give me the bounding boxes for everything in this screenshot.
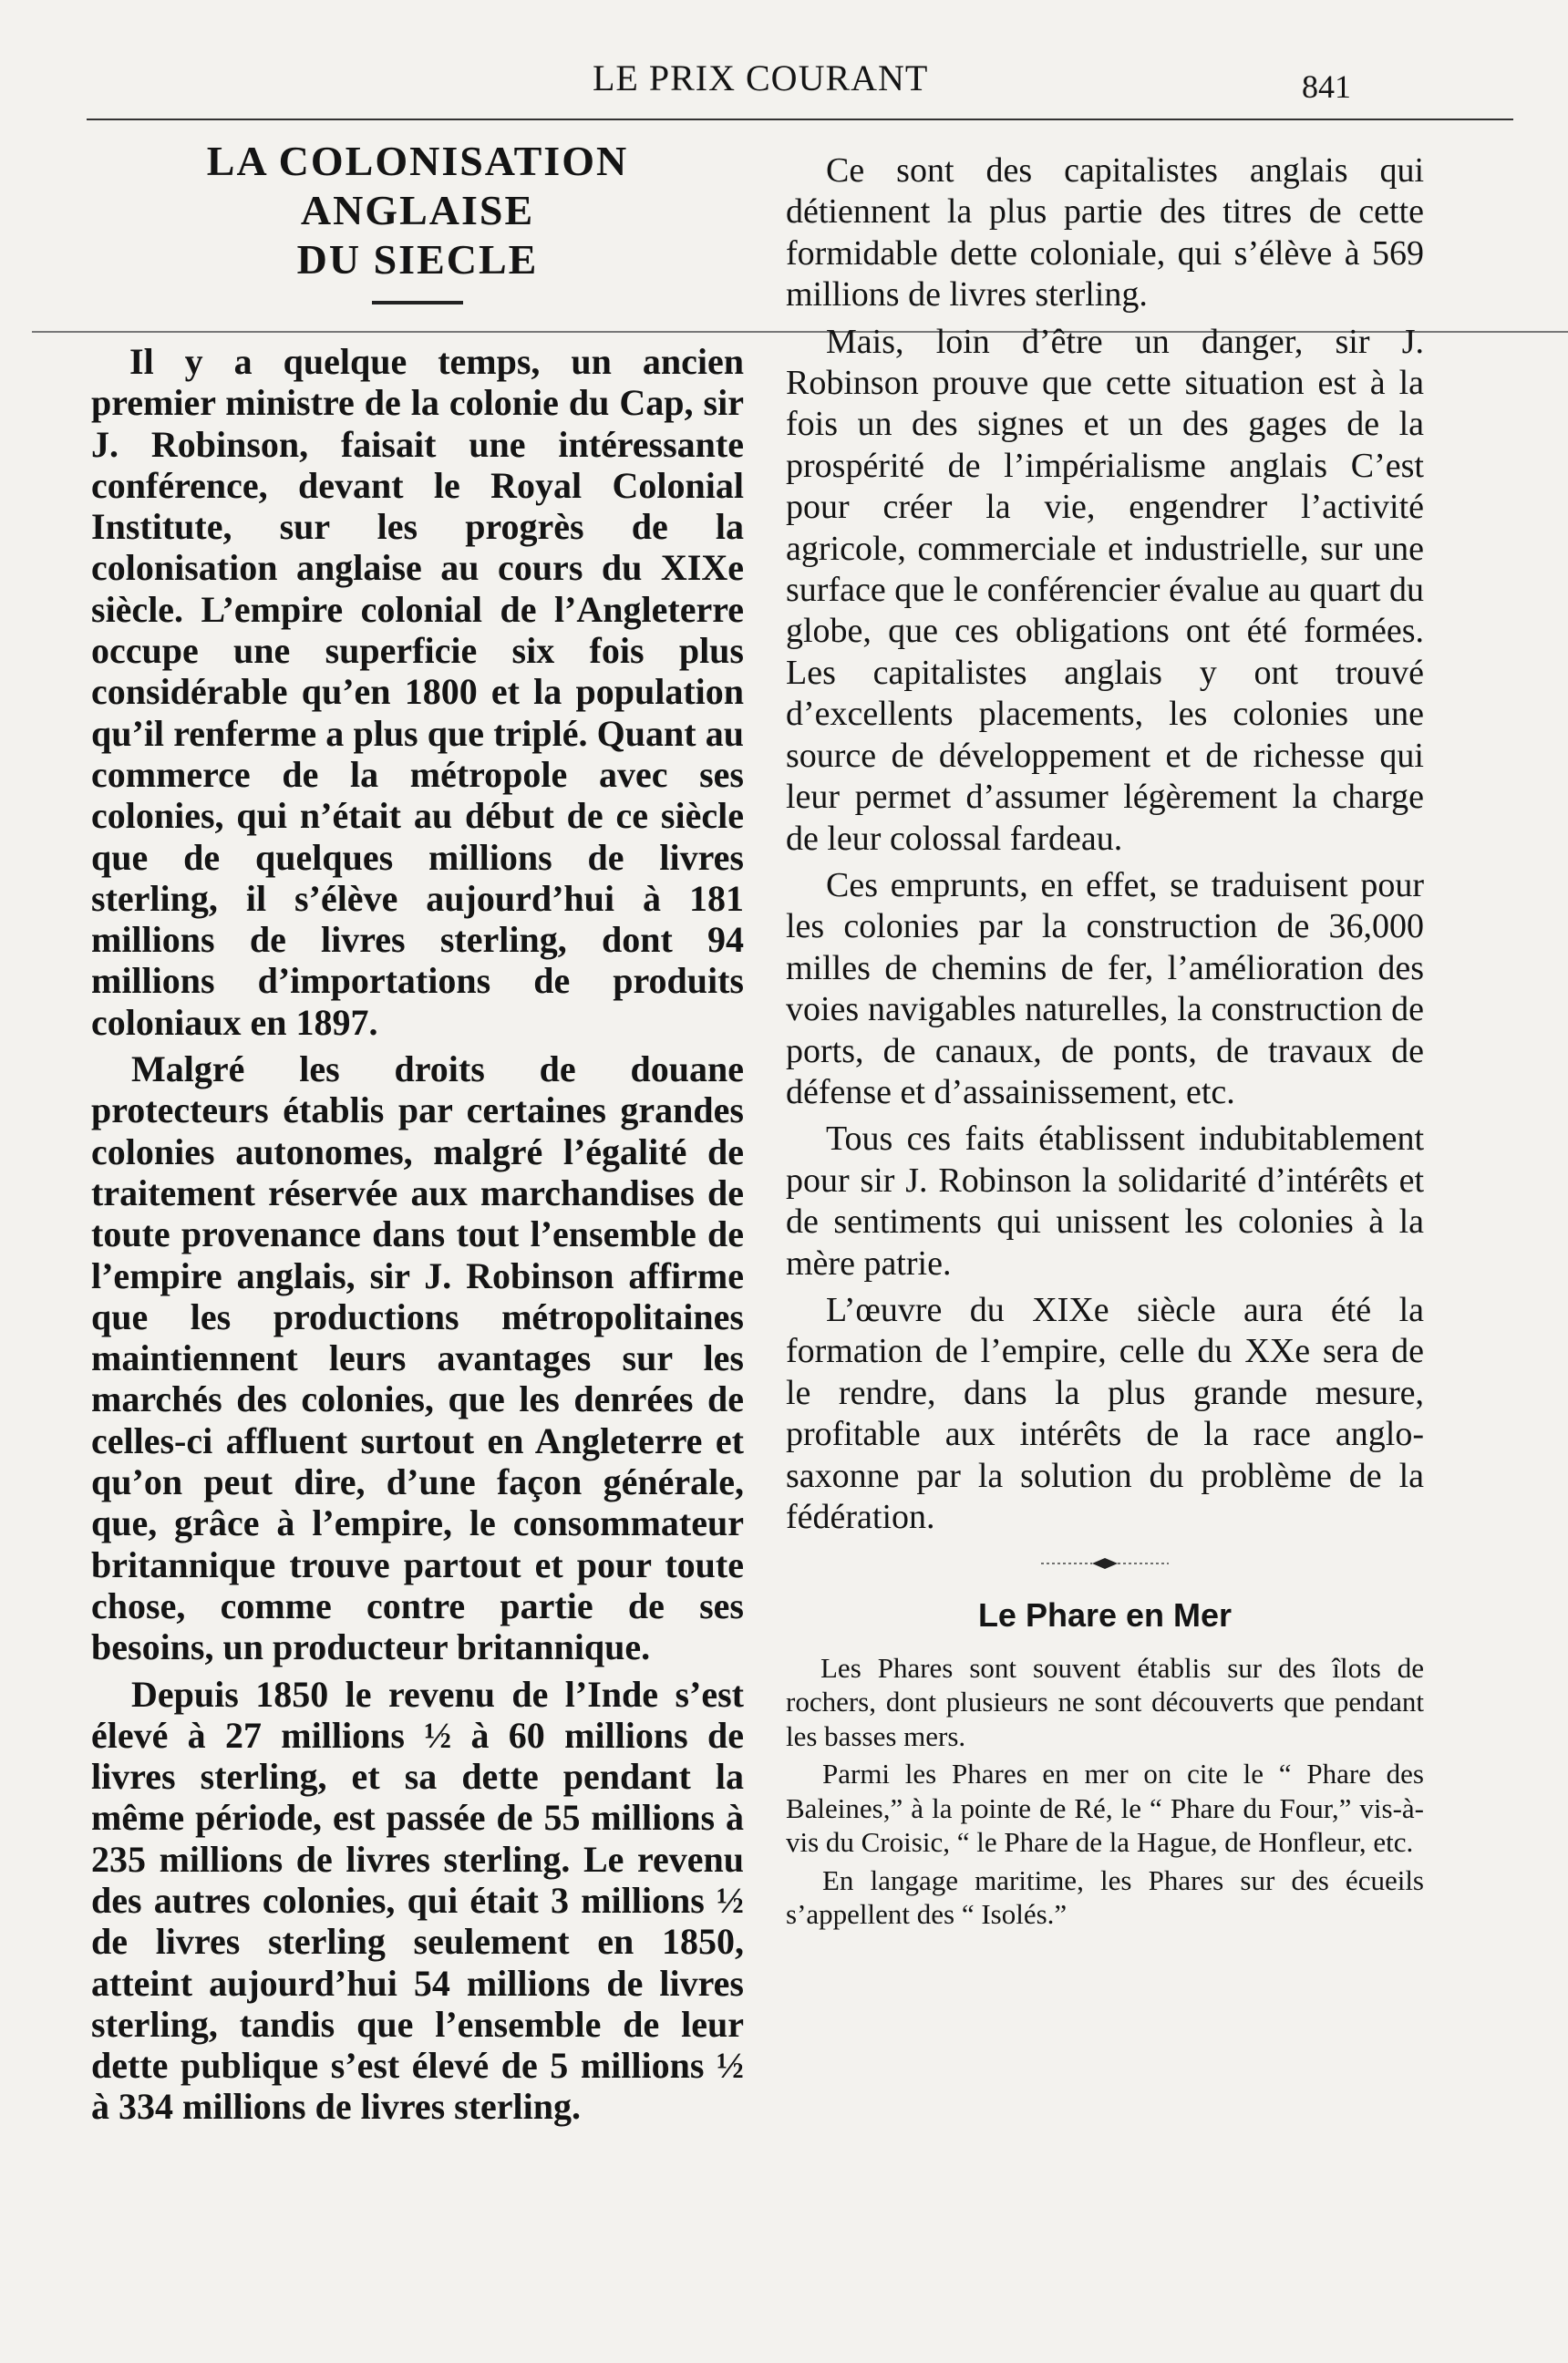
ornament-icon — [1041, 1554, 1169, 1573]
section-ornament — [1041, 1551, 1169, 1578]
article-title-line-1: LA COLONISATION ANGLAISE — [206, 138, 629, 233]
right-column — [786, 150, 1424, 1935]
article-paragraph-8: L’œuvre du XIXe siècle aura été la formation de l’empire, celle du XXe sera de le rendre, dans la plus grande mesure, profitable aux intérêts de la race anglo-saxonne par la solution du problème de la fédération. — [786, 1290, 1424, 1536]
header-rule — [87, 119, 1513, 120]
article-paragraph-4: Ce sont des capitalistes anglais qui détiennent la plus partie des titres de cette formidable dette coloniale, qui s’élève à 569 millions de livres sterling. — [786, 151, 1424, 315]
article-paragraph-3: Depuis 1850 le revenu de l’Inde s’est élevé à 27 millions ½ à 60 millions de livres sterling, et sa dette pendant la même période, est passée de 55 millions à 235 millions de livres sterling. Le revenu des autres colonies, qui était 3 millions ½ de livres sterling seulement en 1850, atteint aujourd’hui 54 millions de livres sterling, tandis que l’ensemble de leur dette publique s’est élevé de 5 millions ½ à 334 millions de livres sterling. — [91, 1673, 744, 2128]
phare-paragraph-2: Parmi les Phares en mer on cite le “ Phare des Baleines,” à la pointe de Ré, le “ Phare du Four,” vis-à-vis du Croisic, “ le Phare de la Hague, de Honfleur, etc. — [786, 1758, 1424, 1859]
running-header — [0, 57, 1568, 105]
phare-paragraph-3: En langage maritime, les Phares sur des écueils s’appellent des “ Isolés.” — [786, 1863, 1424, 1931]
page-number: 841 — [1302, 68, 1351, 105]
publication-title: LE PRIX COURANT — [593, 57, 929, 98]
article-paragraph-6: Ces emprunts, en effet, se traduisent pour les colonies par la construction de 36,000 milles de chemins de fer, l’amélioration des voies navigables naturelles, la construction de ports, de canaux, de ponts, de travaux de défense et d’assainissement, etc. — [786, 865, 1424, 1111]
article-title — [91, 137, 744, 284]
phare-paragraph-1: Les Phares sont souvent établis sur des îlots de rochers, dont plusieurs ne sont découverts que pendant les basses mers. — [786, 1651, 1424, 1752]
title-divider — [372, 301, 463, 304]
left-column — [91, 137, 744, 2133]
phare-section-title: Le Phare en Mer — [977, 1596, 1233, 1635]
article-paragraph-7: Tous ces faits établissent indubitablement pour sir J. Robinson la solidarité d’intérêts et de sentiments qui unissent les colonies à la mère patrie. — [786, 1120, 1424, 1283]
article-paragraph-2: Malgré les droits de douane protecteurs établis par certaines grandes colonies autonomes, malgré l’égalité de traitement réservée aux marchandises de toute provenance dans tout l’ensemble de l’empire anglais, sir J. Robinson affirme que les productions métropolitaines maintiennent leurs avantages sur les marchés des colonies, que les denrées de celles-ci affluent surtout en Angleterre et qu’on peut dire, d’une façon générale, que, grâce à l’empire, le consommateur britannique trouve partout et pour toute chose, comme contre partie de ses besoins, un producteur britannique. — [91, 1048, 744, 1668]
article-paragraph-1: Il y a quelque temps, un ancien premier ministre de la colonie du Cap, sir J. Robinson, faisait une intéressante conférence, devant le Royal Colonial Institute, sur les progrès de la colonisation anglaise au cours du XIXe siècle. L’empire colonial de l’Angleterre occupe une superficie six fois plus considérable qu’en 1800 et la population qu’il renferme a plus que triplé. Quant au commerce de la métropole avec ses colonies, qui n’était au début de ce siècle que de quelques millions de livres sterling, il s’élève aujourd’hui à 181 millions de livres sterling, dont 94 millions d’importations de produits coloniaux en 1897. — [91, 341, 744, 1043]
article-title-line-2: DU SIECLE — [296, 236, 539, 283]
article-paragraph-5: Mais, loin d’être un danger, sir J. Robinson prouve que cette situation est à la fois un des signes et un des gages de la prospérité de l’impérialisme anglais C’est pour créer la vie, engendrer l’activité agricole, commerciale et industrielle, sur une surface que le conférencier évalue au quart du globe, que ces obligations ont été formées. Les capitalistes anglais y ont trouvé d’excellents placements, les colonies une source de développement et de richesse qui leur permet d’assumer légèrement la charge de leur colossal fardeau. — [786, 322, 1424, 858]
